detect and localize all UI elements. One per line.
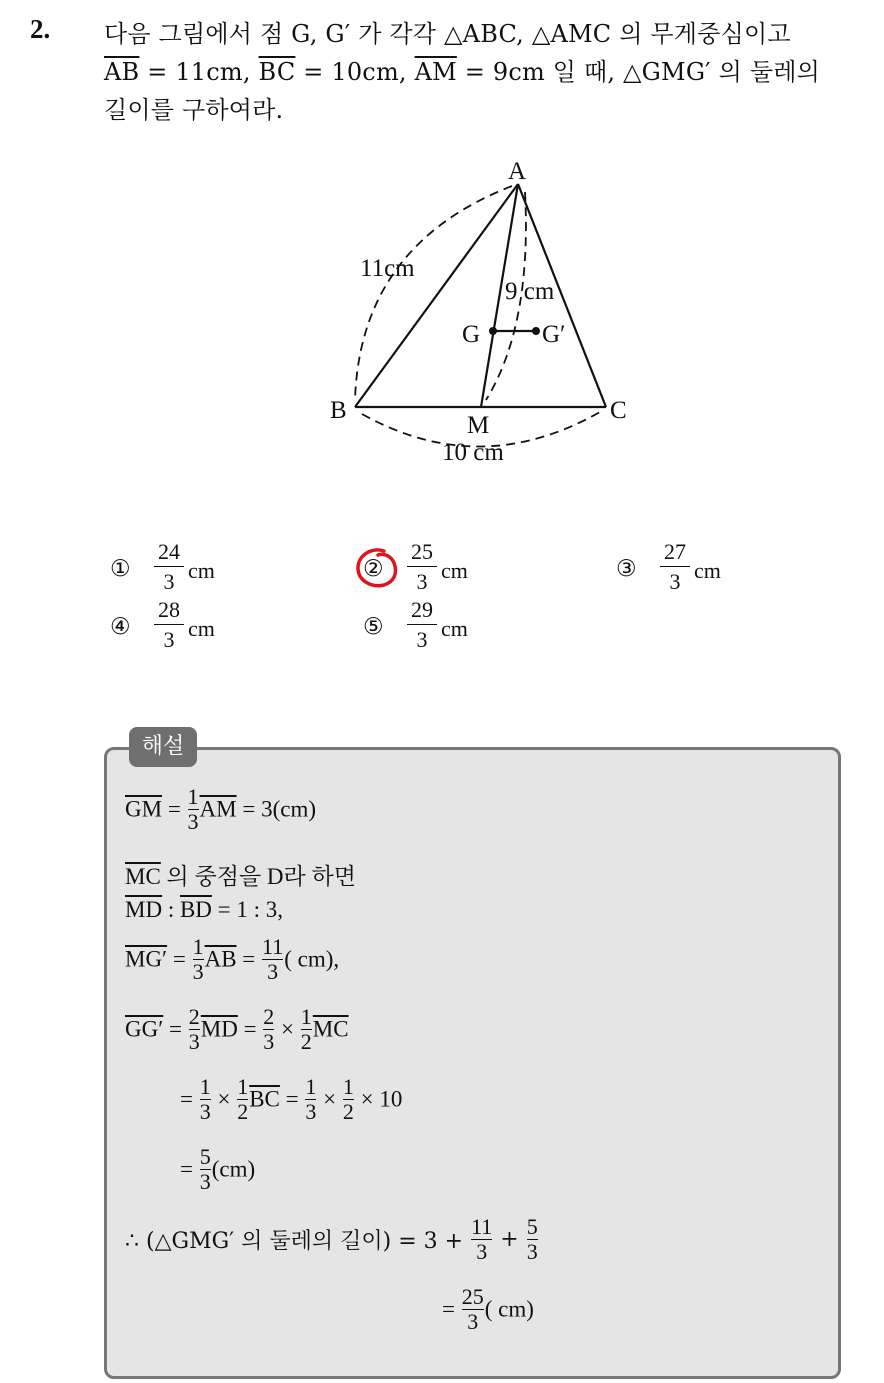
choice-unit: cm [441, 616, 468, 641]
bc-value: = 10cm, [295, 58, 415, 86]
label-gp: G′ [542, 321, 566, 348]
choice-fraction: 25 3 [407, 540, 437, 594]
label-bc-length: 10 cm [442, 439, 504, 466]
choice-fraction: 29 3 [407, 598, 437, 652]
solution-line-1: $\overline{GM}$ = $\frac{1}{3}$ $\overline{AM} = 3(cm)$ [125, 784, 316, 834]
solution-tag: 해설 [129, 727, 197, 767]
choice-mark: ⑤ [363, 614, 384, 640]
choice-unit: cm [441, 558, 468, 583]
am-value: = 9cm 일 때, △GMG′ 의 둘레의 [456, 58, 821, 86]
choice-fraction: 28 3 [154, 598, 184, 652]
label-g: G [462, 321, 481, 348]
question-number: 2. [30, 14, 51, 44]
solution-line-5: GG′ = $\frac{2}{3}$ $\overline{MD}$ = $\frac{2}{3}$ × $\frac{1}{2}$ $\overline{MC}$ [125, 1004, 349, 1054]
solution-line-6: = $\frac{1}{3}$ × $\frac{1}{2}$ $\overline{BC}$ = $\frac{1}{3}$ × $\frac{1}{2}$ × 10 [180, 1074, 403, 1124]
label-a: A [508, 158, 527, 185]
answer-circle-mark [354, 545, 402, 591]
point-gp [532, 327, 540, 335]
label-ab-length: 11cm [360, 255, 415, 282]
solution-line-8: ∴ (△GMG′ 의 둘레의 길이) = 3 + $\frac{11}{3}$ + $\frac{5}{3}$ [125, 1214, 538, 1264]
segment-bc: $\overline{BC}$ [258, 58, 296, 86]
solution-line-3: $\overline{MD}$ : $\overline{BD} = 1$ : 3, [125, 897, 284, 922]
label-am-length: 9 cm [505, 278, 555, 305]
choice-unit: cm [188, 558, 215, 583]
side-ab [355, 184, 518, 407]
label-c: C [610, 397, 627, 424]
question-line-2 [104, 52, 820, 87]
choice-mark: ② [363, 556, 384, 582]
choice-mark: ③ [616, 556, 637, 582]
label-b: B [330, 397, 347, 424]
choice-mark: ④ [110, 614, 131, 640]
choice-fraction: 24 3 [154, 540, 184, 594]
ab-value: = 11cm, [139, 58, 259, 86]
choice-unit: cm [694, 558, 721, 583]
label-m: M [467, 412, 490, 439]
choice-unit: cm [188, 616, 215, 641]
question-line-3: 길이를 구하여라. [104, 96, 284, 124]
question-line-1: 다음 그림에서 점 G, G′ 가 각각 △ABC, △AMC 의 무게중심이고 [104, 20, 791, 48]
solution-line-7: = $\frac{5}{3}$ (cm) [180, 1144, 256, 1194]
triangle-figure [300, 150, 660, 470]
choice-fraction: 27 3 [660, 540, 690, 594]
segment-am: $\overline{AM}$ [414, 58, 457, 86]
segment-ab: $\overline{AB}$ [104, 58, 140, 86]
solution-line-2: $\overline{MC}$ 의 중점을 D라 하면 [125, 864, 356, 889]
point-g [489, 327, 497, 335]
choice-mark: ① [110, 556, 131, 582]
solution-line-9: = $\frac{25}{3}$ ( cm) [442, 1284, 534, 1334]
solution-line-4: MG′ = $\frac{1}{3}$ $\overline{AB}$ = $\frac{11}{3}$ ( cm), [125, 934, 340, 984]
